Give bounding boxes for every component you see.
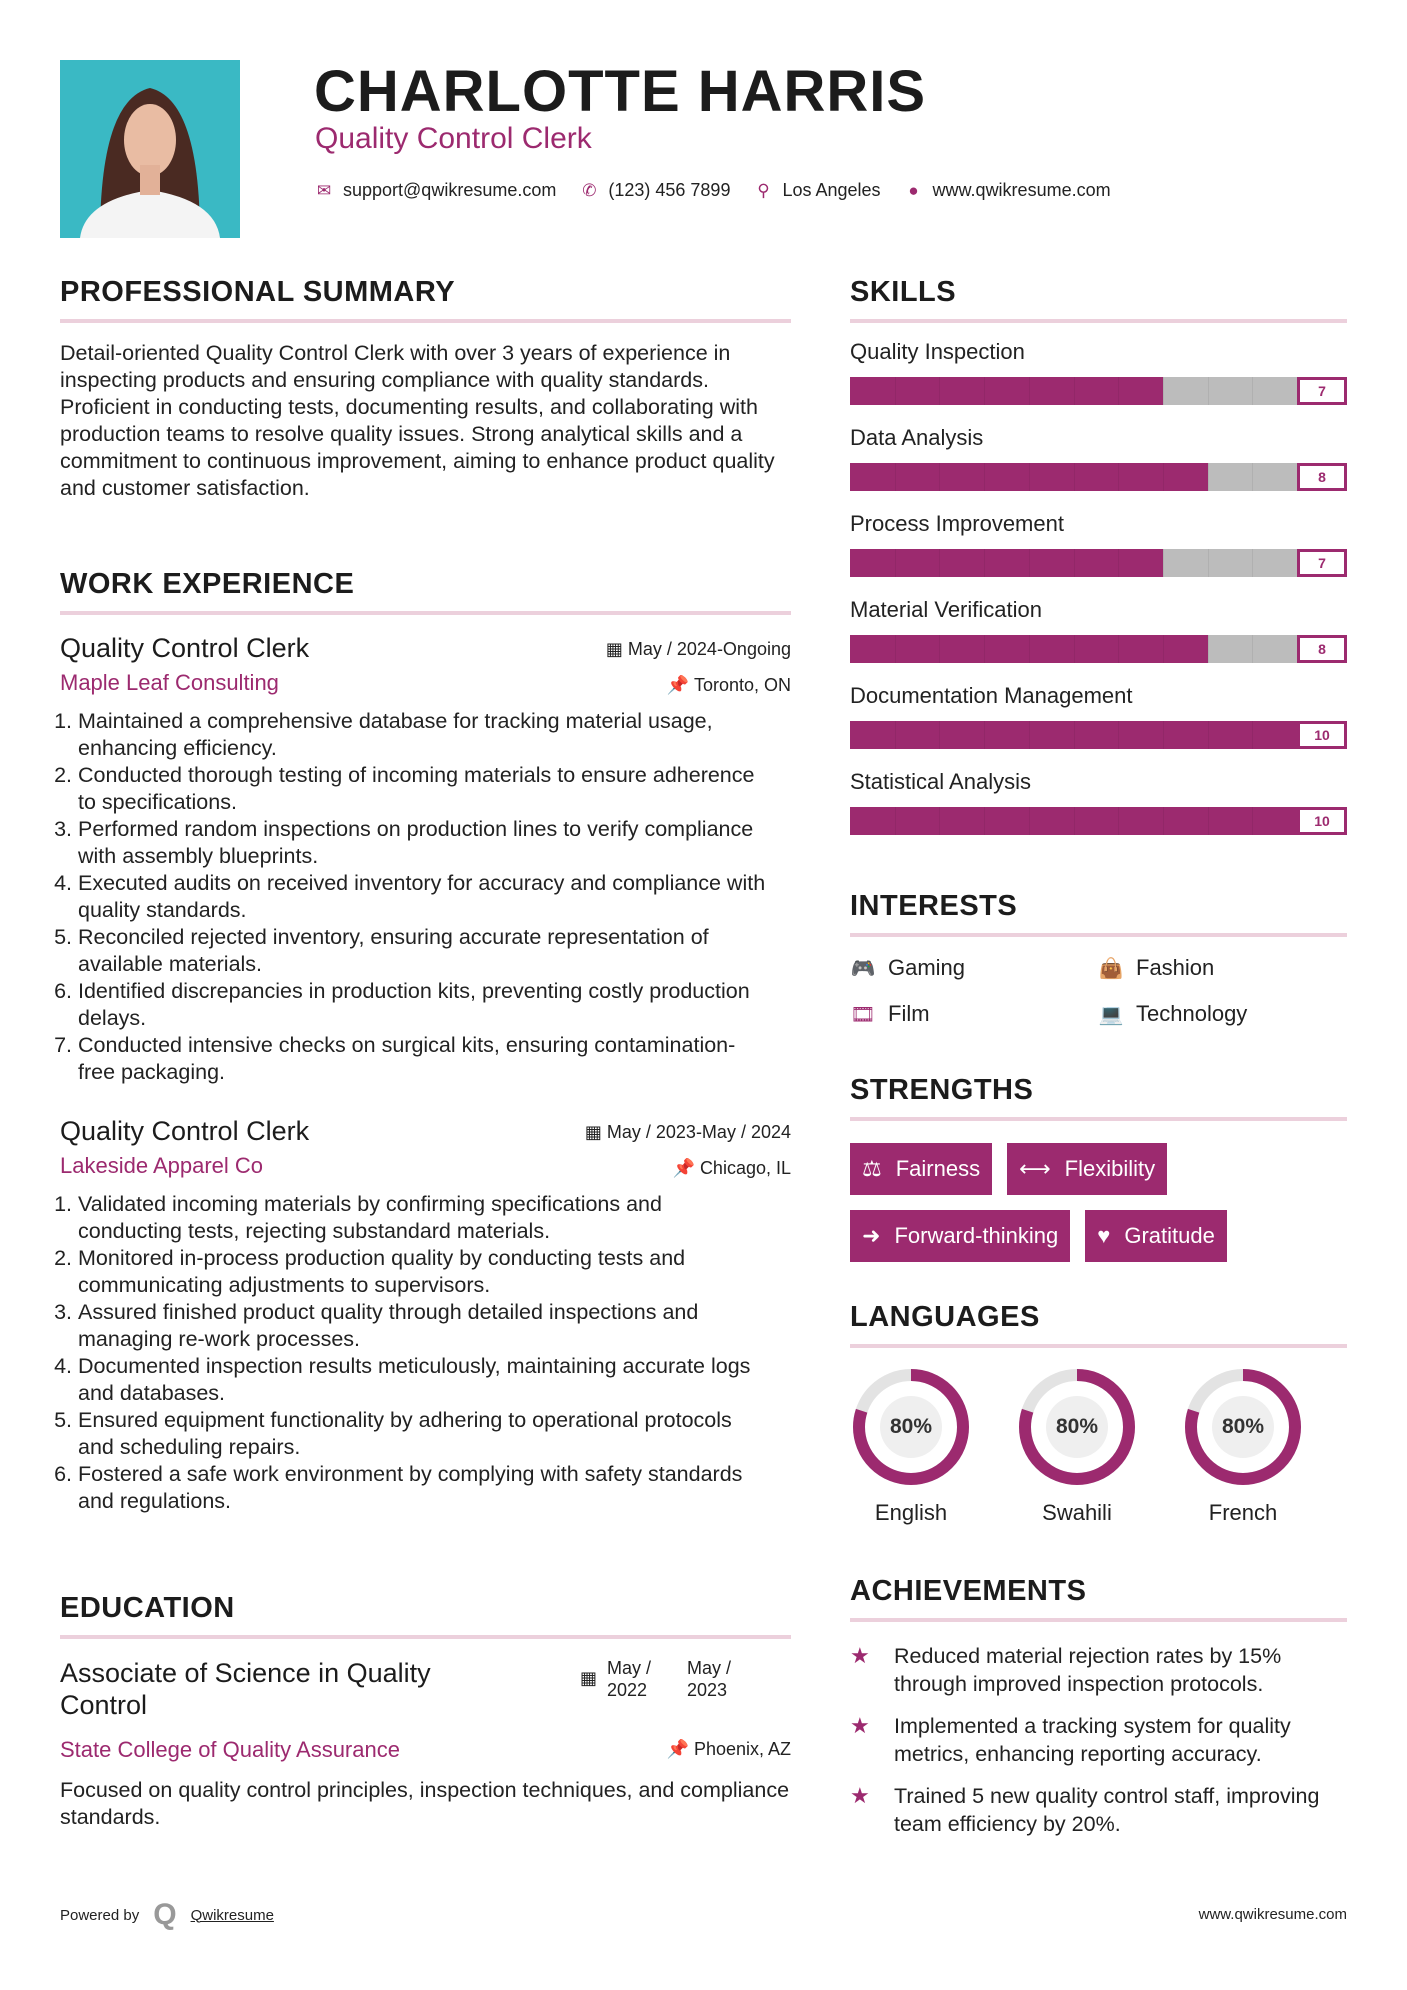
summary-text: Detail-oriented Quality Control Clerk with over 3 years of experience in inspecting products and ensuring compliance with quality standards. Proficient in conducting tests, documenting results, and collaborating with production teams to resolve quality issues. Strong analytical skills and a commitment to continuous improvement, aiming to enhance product quality and customer satisfaction. <box>60 341 775 500</box>
company-name: Lakeside Apparel Co <box>60 1153 264 1178</box>
job-bullets <box>60 708 791 1086</box>
job-bullets <box>60 1191 791 1515</box>
bullet-item: 2. Conducted thorough testing of incoming materials to ensure adherence to specifications. <box>78 762 771 816</box>
skill-bar <box>850 807 1347 835</box>
skill-bar-fill <box>850 377 1163 405</box>
skill-level: 10 <box>1297 721 1347 749</box>
skill-bar-fill <box>850 549 1163 577</box>
email-link[interactable]: support@qwikresume.com <box>343 180 557 200</box>
job-entry <box>60 1116 791 1515</box>
skill-item <box>850 769 1347 835</box>
arrows-h-icon: ⟷ <box>1019 1156 1051 1181</box>
skill-name: Quality Inspection <box>850 339 1025 364</box>
calendar-icon: ▦ <box>580 1668 598 1688</box>
strength-tag <box>850 1143 992 1195</box>
language-ring <box>1016 1366 1138 1488</box>
achievement-item <box>850 1782 1347 1838</box>
bullet-item: 4. Documented inspection results meticulously, maintaining accurate logs and databases. <box>78 1353 771 1407</box>
bullet-item: 5. Ensured equipment functionality by adhering to operational protocols and scheduling repairs. <box>78 1407 771 1461</box>
interest-item <box>850 1001 1098 1027</box>
calendar-icon: ▦ <box>584 1122 602 1142</box>
degree-title: Associate of Science in Quality Control <box>60 1658 431 1720</box>
strengths-section <box>850 1074 1347 1262</box>
candidate-name: CHARLOTTE HARRIS <box>314 59 927 124</box>
skill-bar <box>850 463 1347 491</box>
job-location: 📌 Chicago, IL <box>672 1158 791 1178</box>
interest-item <box>1098 1001 1346 1027</box>
divider <box>850 933 1347 937</box>
skill-bar-fill <box>850 807 1347 835</box>
skill-name: Documentation Management <box>850 683 1133 708</box>
section-heading: PROFESSIONAL SUMMARY <box>60 276 456 308</box>
language-item <box>1182 1366 1304 1526</box>
job-dates: ▦ May / 2024-Ongoing <box>605 639 791 659</box>
section-heading: INTERESTS <box>850 890 1018 922</box>
achievement-text: Reduced material rejection rates by 15% through improved inspection protocols. <box>894 1644 1282 1696</box>
candidate-title: Quality Control Clerk <box>315 122 592 155</box>
skill-level: 7 <box>1297 377 1347 405</box>
skill-item <box>850 511 1347 577</box>
divider <box>850 1618 1347 1622</box>
profile-photo <box>60 60 240 238</box>
skill-name: Statistical Analysis <box>850 769 1031 794</box>
footer-website[interactable]: www.qwikresume.com <box>1198 1906 1347 1923</box>
shopping-bag-icon: 👜 <box>1098 957 1124 980</box>
bullet-item: 5. Reconciled rejected inventory, ensuring accurate representation of available materials. <box>78 924 771 978</box>
bullet-item: 3. Assured finished product quality through detailed inspections and managing re-work processes. <box>78 1299 771 1353</box>
bullet-item: 7. Conducted intensive checks on surgical kits, ensuring contamination-free packaging. <box>78 1032 771 1086</box>
language-name: French <box>1208 1500 1278 1525</box>
summary-section <box>60 276 791 502</box>
interest-item <box>1098 955 1346 981</box>
pin-icon: 📌 <box>666 1739 689 1759</box>
location-text: Los Angeles <box>782 180 881 200</box>
interest-label: Film <box>888 1001 930 1026</box>
education-description: Focused on quality control principles, inspection techniques, and compliance standards. <box>60 1778 790 1829</box>
skill-item <box>850 425 1347 491</box>
skills-section <box>850 276 1347 855</box>
pin-icon: 📌 <box>666 675 690 695</box>
section-heading: LANGUAGES <box>850 1301 1040 1333</box>
strength-label: Gratitude <box>1124 1223 1215 1248</box>
gamepad-icon: 🎮 <box>850 957 876 980</box>
company-name: Maple Leaf Consulting <box>60 670 279 695</box>
divider <box>850 1344 1347 1348</box>
achievement-text: Trained 5 new quality control staff, improving team efficiency by 20%. <box>894 1784 1320 1836</box>
bullet-item: 6. Identified discrepancies in production kits, preventing costly production delays. <box>78 978 771 1032</box>
interest-label: Fashion <box>1136 955 1215 980</box>
job-title: Quality Control Clerk <box>60 1116 310 1146</box>
school-name: State College of Quality Assurance <box>60 1737 400 1762</box>
divider <box>850 319 1347 323</box>
interest-label: Technology <box>1136 1001 1248 1026</box>
strength-tag <box>1085 1210 1227 1262</box>
strength-label: Flexibility <box>1064 1156 1156 1181</box>
skill-bar <box>850 549 1347 577</box>
bullet-item: 4. Executed audits on received inventory for accuracy and compliance with quality standards. <box>78 870 771 924</box>
skill-level: 8 <box>1297 635 1347 663</box>
contact-row <box>315 180 1125 201</box>
language-item <box>850 1366 972 1526</box>
section-heading: EDUCATION <box>60 1592 235 1624</box>
achievement-item <box>850 1642 1347 1698</box>
strength-label: Forward-thinking <box>894 1223 1059 1248</box>
pin-icon: 📌 <box>672 1158 695 1178</box>
achievements-section <box>850 1575 1347 1838</box>
section-heading: SKILLS <box>850 276 957 308</box>
job-location: 📌 Toronto, ON <box>666 675 791 695</box>
interests-section <box>850 890 1347 1027</box>
skill-item <box>850 339 1347 405</box>
powered-by-label: Powered by <box>60 1906 140 1924</box>
laptop-icon: 💻 <box>1098 1003 1124 1026</box>
education-section <box>60 1592 791 1831</box>
skill-bar-fill <box>850 721 1347 749</box>
divider <box>850 1117 1347 1121</box>
language-name: English <box>874 1500 948 1525</box>
film-icon: 🎞 <box>850 1003 876 1026</box>
skill-level: 8 <box>1297 463 1347 491</box>
bullet-item: 1. Maintained a comprehensive database for tracking material usage, enhancing efficiency. <box>78 708 771 762</box>
divider <box>60 611 791 615</box>
languages-section <box>850 1301 1347 1526</box>
map-marker-icon: ⚲ <box>757 180 770 200</box>
language-ring <box>1182 1366 1304 1488</box>
star-icon: ★ <box>850 1643 870 1668</box>
qwikresume-logo-icon: Q <box>153 1898 177 1931</box>
globe-icon: ● <box>908 180 919 200</box>
strength-tag <box>1007 1143 1167 1195</box>
star-icon: ★ <box>850 1713 870 1738</box>
job-dates: ▦ May / 2023-May / 2024 <box>584 1122 791 1142</box>
heart-icon: ♥ <box>1097 1223 1111 1248</box>
phone-text: (123) 456 7899 <box>608 180 731 200</box>
end-date: May / 2023 <box>687 1658 732 1700</box>
phone-icon: ✆ <box>582 180 597 200</box>
divider <box>60 1635 791 1639</box>
education-location: 📌 Phoenix, AZ <box>666 1739 791 1759</box>
language-name: Swahili <box>1042 1500 1112 1525</box>
skill-level: 7 <box>1297 549 1347 577</box>
skill-bar <box>850 721 1347 749</box>
language-ring <box>850 1366 972 1488</box>
bullet-item: 3. Performed random inspections on production lines to verify compliance with assembly blueprints. <box>78 816 771 870</box>
skill-item <box>850 683 1347 749</box>
section-heading: STRENGTHS <box>850 1074 1034 1106</box>
balance-scale-icon: ⚖ <box>862 1156 882 1181</box>
education-dates <box>580 1657 757 1701</box>
skill-item <box>850 597 1347 663</box>
interest-item <box>850 955 1098 981</box>
skill-name: Process Improvement <box>850 511 1064 536</box>
interest-label: Gaming <box>888 955 966 980</box>
strength-label: Fairness <box>895 1156 981 1181</box>
arrow-right-icon: ➜ <box>862 1223 881 1248</box>
star-icon: ★ <box>850 1783 870 1808</box>
skill-name: Material Verification <box>850 597 1042 622</box>
job-title: Quality Control Clerk <box>60 633 310 663</box>
section-heading: ACHIEVEMENTS <box>850 1575 1087 1607</box>
start-date: May / 2022 <box>607 1658 652 1700</box>
bullet-item: 2. Monitored in-process production quality by conducting tests and communicating adjustments to supervisors. <box>78 1245 771 1299</box>
calendar-icon: ▦ <box>605 639 623 659</box>
section-heading: WORK EXPERIENCE <box>60 568 355 600</box>
skill-level: 10 <box>1297 807 1347 835</box>
skill-bar <box>850 635 1347 663</box>
skill-name: Data Analysis <box>850 425 984 450</box>
divider <box>60 319 791 323</box>
skill-bar <box>850 377 1347 405</box>
achievement-text: Implemented a tracking system for quality metrics, enhancing reporting accuracy. <box>894 1714 1291 1766</box>
language-item <box>1016 1366 1138 1526</box>
experience-section <box>60 568 791 1515</box>
language-percent: 80% <box>889 1415 933 1438</box>
achievement-item <box>850 1712 1347 1768</box>
bullet-item: 1. Validated incoming materials by confirming specifications and conducting tests, rejecting substandard materials. <box>78 1191 771 1245</box>
job-entry <box>60 633 791 1086</box>
strength-tag <box>850 1210 1070 1262</box>
language-percent: 80% <box>1221 1415 1265 1438</box>
website-link[interactable]: www.qwikresume.com <box>932 180 1111 200</box>
bullet-item: 6. Fostered a safe work environment by complying with safety standards and regulations. <box>78 1461 771 1515</box>
language-percent: 80% <box>1055 1415 1099 1438</box>
footer-powered <box>60 1898 274 1932</box>
envelope-icon: ✉ <box>316 180 332 200</box>
qwikresume-link[interactable]: Qwikresume <box>190 1906 274 1924</box>
